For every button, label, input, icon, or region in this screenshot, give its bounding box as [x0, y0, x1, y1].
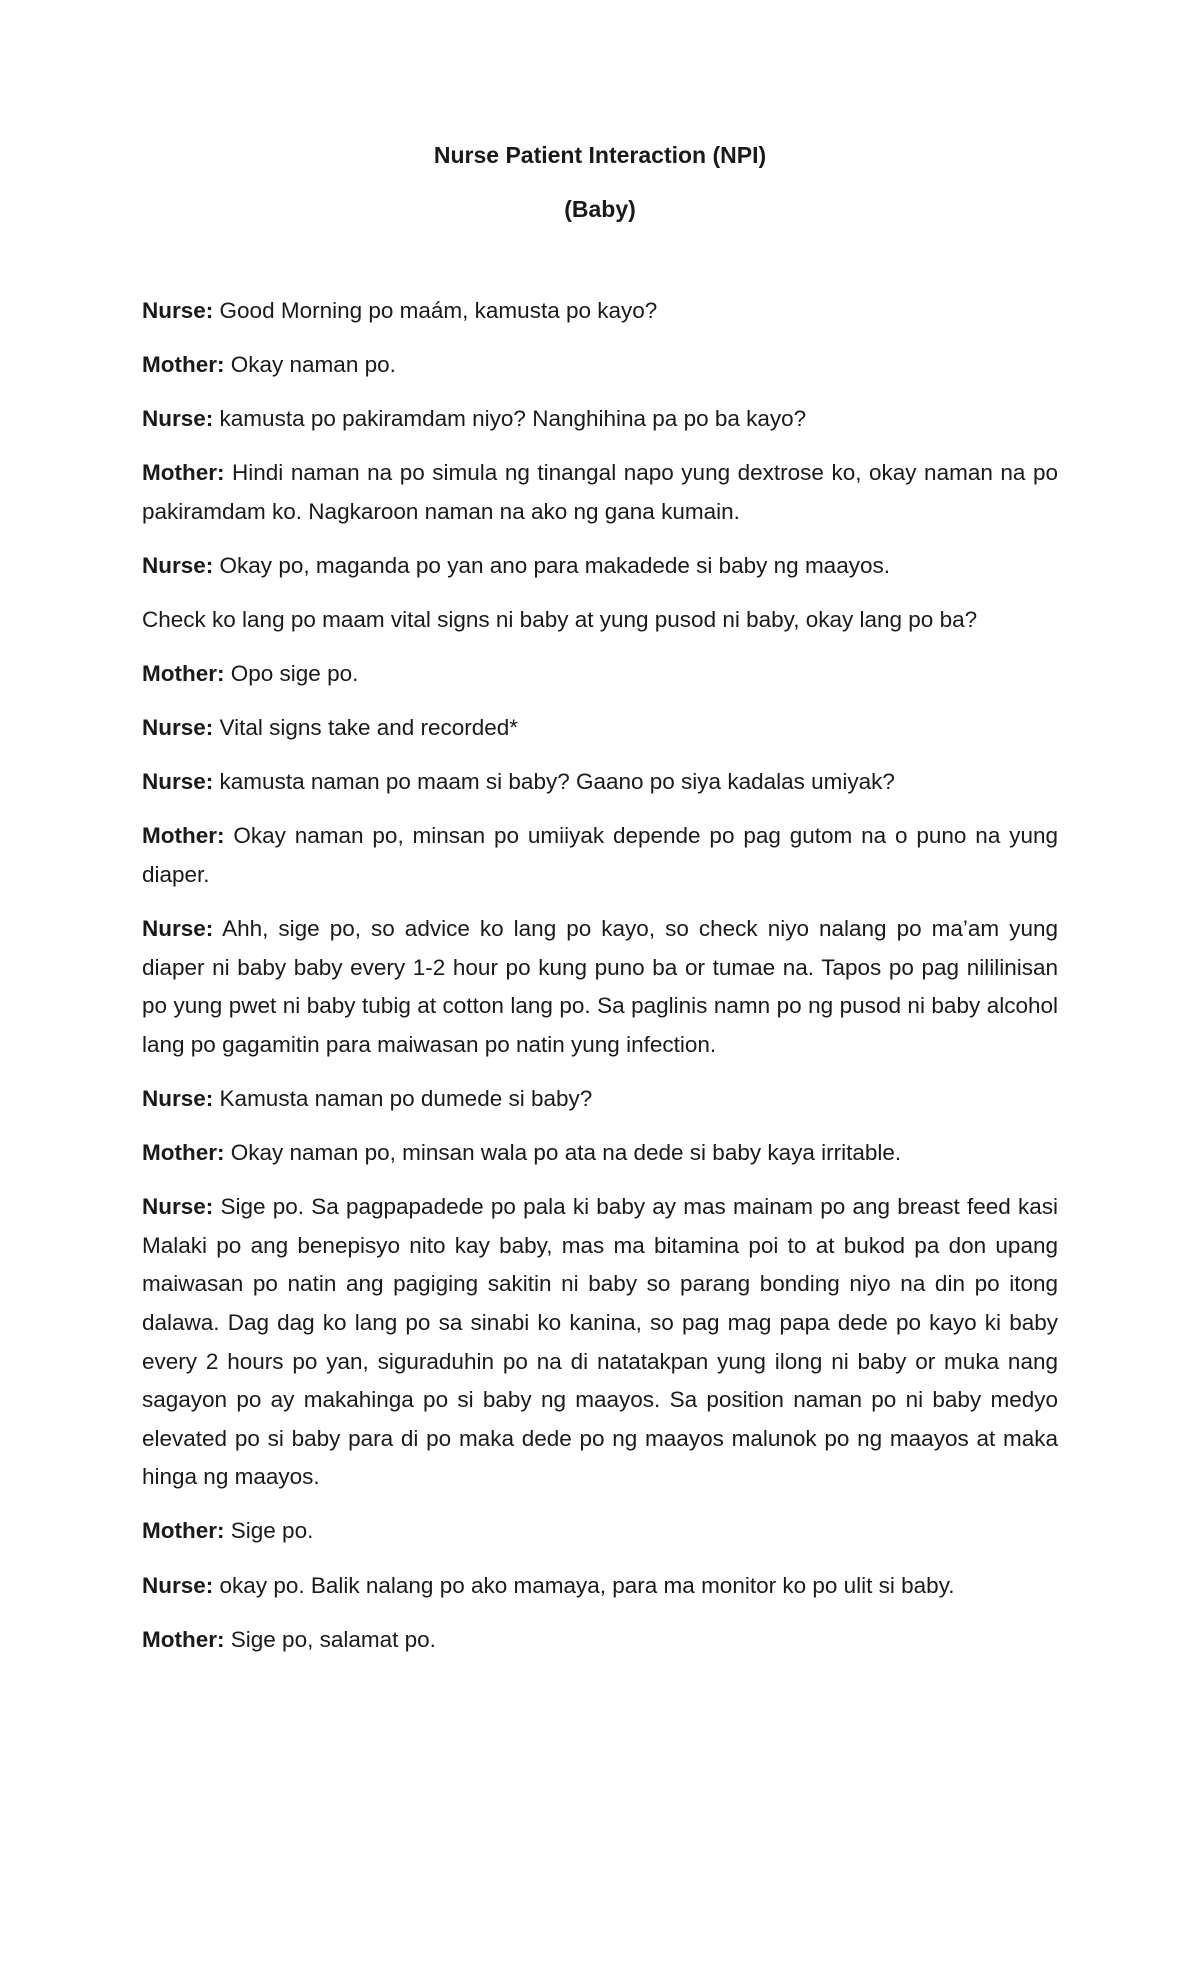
dialogue-line	[142, 1134, 1058, 1173]
speaker-label: Nurse:	[142, 715, 214, 741]
dialogue-line	[142, 601, 1058, 640]
speaker-label: Nurse:	[142, 1086, 214, 1111]
dialogue-line	[142, 1188, 1058, 1497]
dialogue-transcript	[142, 292, 1058, 1659]
dialogue-text: okay po. Balik nalang po ako mamaya, para ma monitor ko po ulit si baby.	[219, 1572, 955, 1598]
dialogue-text: kamusta naman po maam si baby? Gaano po siya kadalas umiyak?	[219, 769, 895, 795]
dialogue-line	[142, 709, 1058, 748]
speaker-label: Mother:	[142, 823, 225, 849]
speaker-label: Mother:	[142, 1518, 225, 1544]
dialogue-text: Sige po.	[230, 1518, 314, 1544]
dialogue-line	[142, 817, 1058, 894]
speaker-label: Nurse:	[142, 769, 214, 795]
dialogue-text: Vital signs take and recorded*	[219, 715, 519, 741]
dialogue-line	[142, 763, 1058, 802]
speaker-label: Mother:	[142, 352, 225, 378]
dialogue-text: Okay naman po, minsan wala po ata na dede si baby kaya irritable.	[230, 1140, 902, 1166]
dialogue-line	[142, 454, 1058, 531]
dialogue-line	[142, 292, 1058, 331]
dialogue-text: Okay po, maganda po yan ano para makadede si baby ng maayos.	[219, 552, 890, 578]
dialogue-line	[142, 1621, 1058, 1660]
document-subtitle: (Baby)	[564, 196, 636, 222]
document-title: Nurse Patient Interaction (NPI)	[433, 142, 767, 168]
dialogue-text: Sige po. Sa pagpapadede po pala ki baby ay mas mainam po ang breast feed kasi Malaki po ang benepisyo nito kay baby, mas ma bitamina poi to at bukod pa don upang maiwasan po natin ang pagiging sakitin ni baby so parang bonding niyo na din po itong dalawa. Dag dag ko lang po sa sinabi ko kanina, so pag mag papa dede po kayo ki baby every 2 hours po yan, siguraduhin po na di natatakpan yung ilong ni baby or muka nang sagayon po ay makahinga po si baby ng maayos. Sa position naman po ni baby medyo elevated po si baby para di po maka dede po ng maayos malunok po ng maayos at maka hinga ng maayos.	[142, 1194, 1058, 1490]
dialogue-line	[142, 346, 1058, 385]
dialogue-text: Good Morning po maám, kamusta po kayo?	[219, 298, 658, 323]
dialogue-text: Sige po, salamat po.	[230, 1626, 436, 1652]
dialogue-text: kamusta po pakiramdam niyo? Nanghihina pa po ba kayo?	[219, 406, 807, 432]
speaker-label: Mother:	[142, 460, 225, 486]
speaker-label: Mother:	[142, 1626, 225, 1652]
dialogue-line	[142, 400, 1058, 439]
dialogue-line	[142, 910, 1058, 1064]
dialogue-text: Ahh, sige po, so advice ko lang po kayo, so check niyo nalang po ma’am yung diaper ni baby baby every 1-2 hour po kung puno ba or tumae na. Tapos po pag nililinisan po yung pwet ni baby tubig at cotton lang po. Sa paglinis namn po ng pusod ni baby alcohol lang po gagamitin para maiwasan po natin yung infection.	[142, 916, 1058, 1057]
dialogue-line	[142, 1080, 1058, 1119]
speaker-label: Nurse:	[142, 916, 214, 942]
speaker-label: Mother:	[142, 661, 225, 687]
dialogue-text: Kamusta naman po dumede si baby?	[219, 1086, 593, 1111]
speaker-label: Nurse:	[142, 552, 214, 578]
dialogue-line	[142, 1567, 1058, 1606]
speaker-label: Mother:	[142, 1140, 225, 1166]
dialogue-line	[142, 547, 1058, 586]
speaker-label: Nurse:	[142, 1194, 214, 1220]
dialogue-text: Opo sige po.	[230, 661, 359, 687]
dialogue-text: Okay naman po.	[230, 352, 396, 378]
dialogue-line	[142, 1512, 1058, 1551]
document-page	[142, 140, 1058, 1675]
speaker-label: Nurse:	[142, 1572, 214, 1598]
dialogue-text: Hindi naman na po simula ng tinangal napo yung dextrose ko, okay naman na po pakiramdam ko. Nagkaroon naman na ako ng gana kumain.	[142, 460, 1058, 524]
speaker-label: Nurse:	[142, 298, 214, 323]
speaker-label: Nurse:	[142, 406, 214, 432]
dialogue-text: Okay naman po, minsan po umiiyak depende po pag gutom na o puno na yung diaper.	[142, 823, 1058, 888]
dialogue-line	[142, 655, 1058, 694]
dialogue-text: Check ko lang po maam vital signs ni baby at yung pusod ni baby, okay lang po ba?	[142, 607, 978, 633]
